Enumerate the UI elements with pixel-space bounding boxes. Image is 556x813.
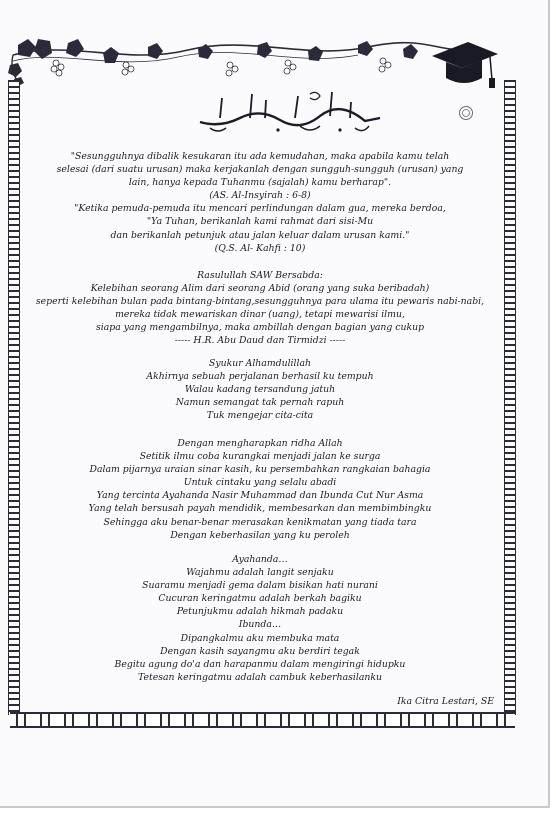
text-line: "Ketika pemuda-pemuda itu mencari perlindungan dalam gua, mereka berdoa, <box>74 203 446 215</box>
text-line: Dipangkalmu aku membuka mata <box>180 632 340 644</box>
text-line: Dengan kasih sayangmu aku berdiri tegak <box>160 645 360 657</box>
calligraphy-icon <box>190 88 390 136</box>
quran-quotes <box>20 150 500 255</box>
text-line: Kelebihan seorang Alim dari seorang Abid (orang yang suka beribadah) <box>90 283 430 295</box>
text-line: Cucuran keringatmu adalah berkah bagiku <box>158 593 362 605</box>
text-line: seperti kelebihan bulan pada bintang-bintang,sesungguhnya para ulama itu pewaris nabi-nabi, <box>35 296 485 308</box>
frame-left-border <box>8 80 20 715</box>
text-line: Namun semangat tak pernah rapuh <box>175 397 345 409</box>
text-line: Yang telah bersusah payah mendidik, membesarkan dan membimbingku <box>88 503 432 515</box>
hadith-quote <box>20 269 500 348</box>
text-line: Dalam pijarnya uraian sinar kasih, ku persembahkan rangkaian bahagia <box>89 464 431 476</box>
text-line: Tuk mengejar cita-cita <box>206 410 314 422</box>
text-line: "Sesungguhnya dibalik kesukaran itu ada kemudahan, maka apabila kamu telah <box>70 151 450 162</box>
text-line: Walau kadang tersandung jatuh <box>184 384 336 396</box>
text-line: Dengan mengharapkan ridha Allah <box>177 438 343 449</box>
text-line: Sehingga aku benar-benar merasakan kenikmatan yang tiada tara <box>103 516 417 528</box>
grapevine-ornament <box>8 35 478 87</box>
text-line: Setitik ilmu coba kurangkai menjadi jalan ke surga <box>139 451 381 463</box>
text-line: Begitu agung do'a dan harapanmu dalam mengiringi hidupku <box>114 658 406 670</box>
text-line: ----- H.R. Abu Daud dan Tirmidzi ----- <box>174 335 346 347</box>
text-line: Tetesan keringatmu adalah cambuk keberhasilanku <box>137 671 383 683</box>
text-line: (Q.S. Al- Kahfi : 10) <box>214 242 306 254</box>
seal-icon <box>458 105 474 121</box>
text-line: "Ya Tuhan, berikanlah kami rahmat dari sisi-Mu <box>146 216 374 228</box>
graduation-cap-icon <box>430 38 500 94</box>
text-line: Dengan keberhasilan yang ku peroleh <box>170 529 350 541</box>
text-line: Akhirnya sebuah perjalanan berhasil ku tempuh <box>146 371 374 383</box>
author-signature: Ika Citra Lestari, SE <box>397 696 494 707</box>
text-line: Ibunda… <box>238 619 282 631</box>
parents-stanza <box>20 553 500 684</box>
text-line: Untuk cintaku yang selalu abadi <box>183 477 337 489</box>
text-line: selesai (dari suatu urusan) maka kerjakanlah dengan sungguh-sungguh (urusan) yang <box>56 164 464 176</box>
text-line: Petunjukmu adalah hikmah padaku <box>176 606 344 618</box>
text-line: dan berikanlah petunjuk atau jalan keluar dalam urusan kami." <box>110 229 410 241</box>
text-line: mereka tidak mewariskan dinar (uang), tetapi mewarisi ilmu, <box>115 309 405 321</box>
text-line: (AS. Al-Insyirah : 6-8) <box>209 190 311 202</box>
frame-right-border <box>504 80 516 715</box>
dedication-stanza <box>20 437 500 542</box>
frame-bottom-border <box>10 712 515 728</box>
text-line: Syukur Alhamdulillah <box>208 358 312 369</box>
text-line: Yang tercinta Ayahanda Nasir Muhammad dan Ibunda Cut Nur Asma <box>96 490 424 502</box>
text-line: lain, hanya kepada Tuhanmu (sajalah) kamu berharap". <box>128 177 392 189</box>
text-line: Ayahanda… <box>232 554 288 565</box>
gratitude-stanza <box>20 357 500 422</box>
text-line: Rasulullah SAW Bersabda: <box>197 270 323 281</box>
text-line: Wajahmu adalah langit senjaku <box>186 567 334 579</box>
text-line: Suaramu menjadi gema dalam bisikan hati nurani <box>142 580 378 592</box>
text-line: siapa yang mengambilnya, maka ambillah dengan bagian yang cukup <box>95 322 425 334</box>
